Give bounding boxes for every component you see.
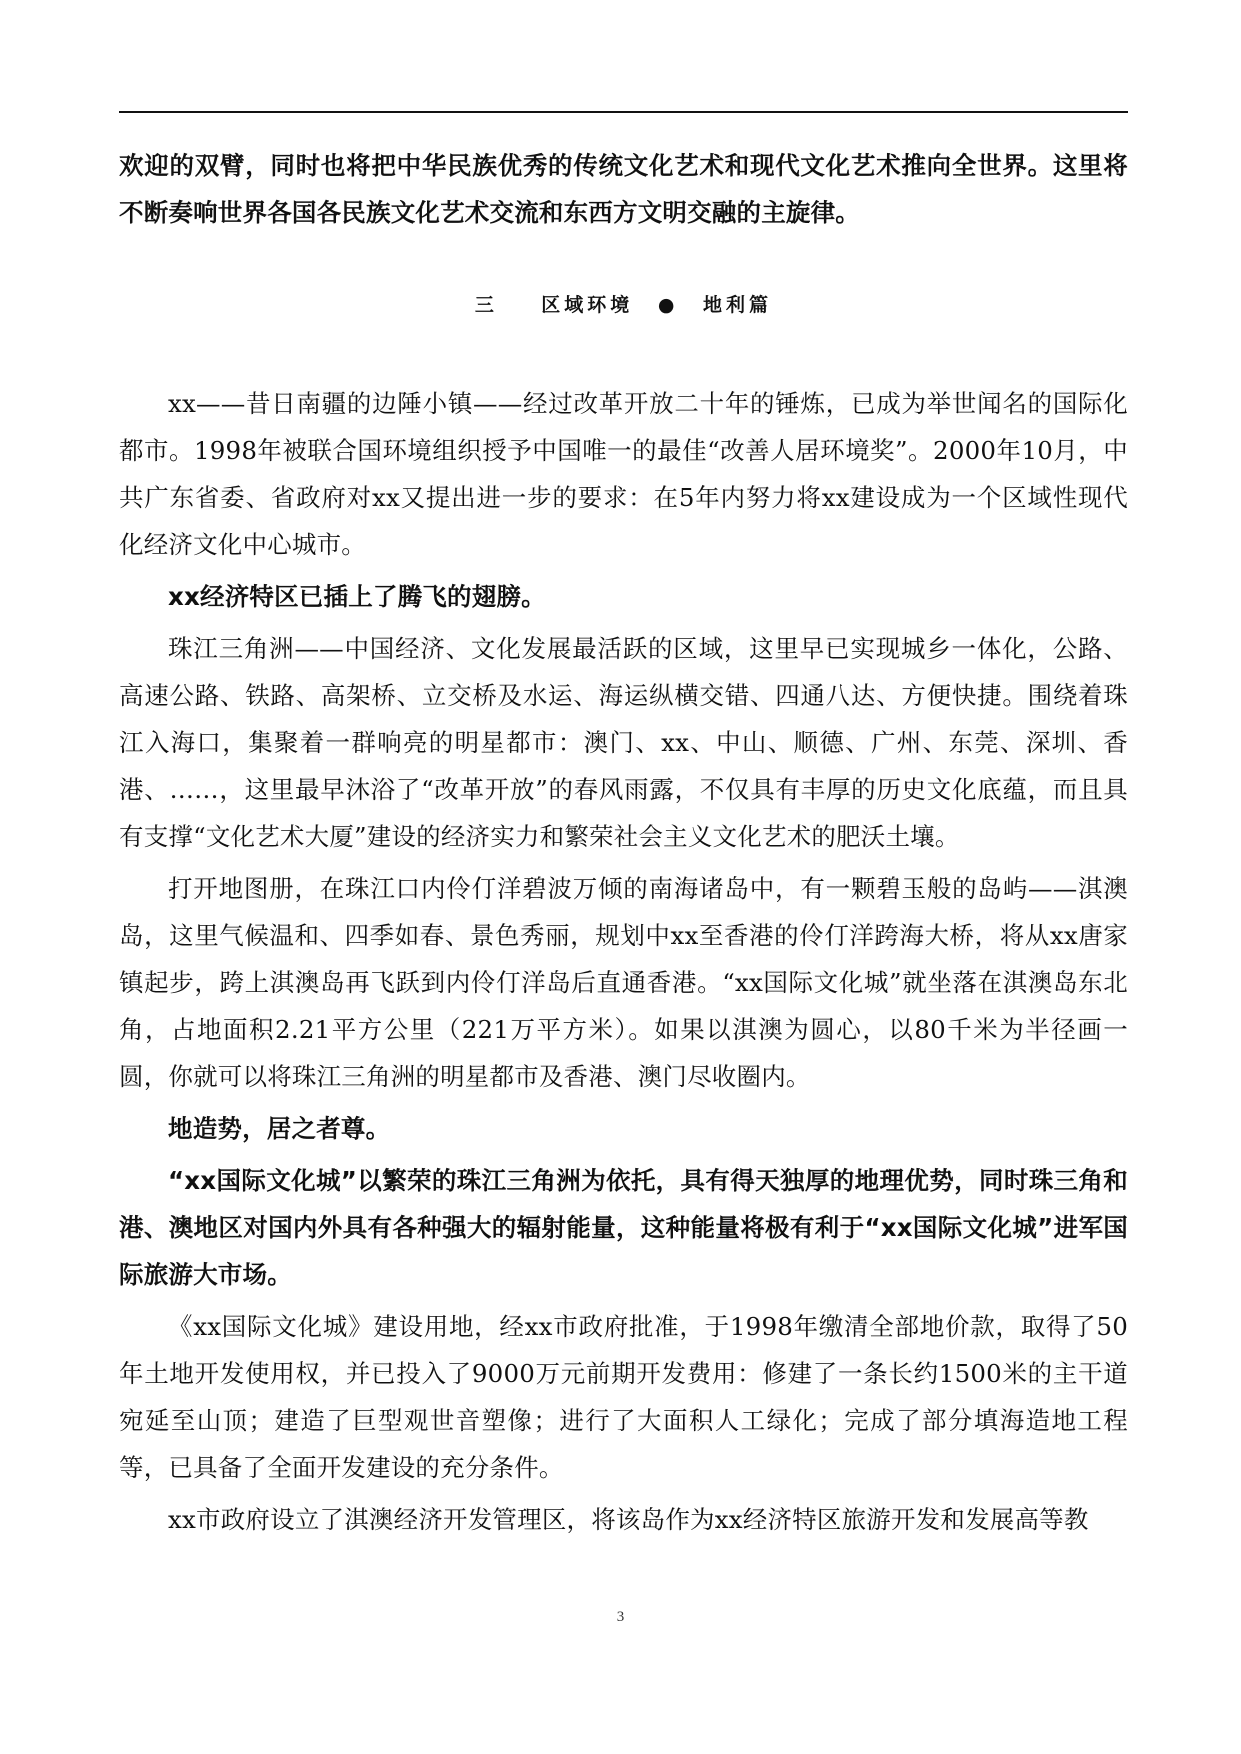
bullet-separator: ● [657,294,679,316]
section-title: 区域环境 [541,294,634,316]
section-subtitle: 地利篇 [703,294,773,316]
section-number: 三 [474,294,498,316]
page-number: 3 [616,1609,625,1625]
paragraph-pearl-river-delta: 珠江三角洲——中国经济、文化发展最活跃的区域，这里早已实现城乡一体化，公路、高速公路、铁路、高架桥、立交桥及水运、海运纵横交错、四通八达、方便快捷。围绕着珠江入海口，集聚着一群响亮的明星都市：澳门、xx、中山、顺德、广州、东莞、深圳、香港、……，这里最早沐浴了“改革开放”的春风雨露，不仅具有丰厚的历史文化底蕴，而且具有支撑“文化艺术大厦”建设的经济实力和繁荣社会主义文化艺术的肥沃土壤。 [119,634,1128,851]
page-body [119,142,1128,1543]
paragraph-sez-wings: xx经济特区已插上了腾飞的翅膀。 [168,582,546,611]
paragraph-motto: 地造势，居之者尊。 [168,1114,391,1143]
paragraph-qiao-island: 打开地图册，在珠江口内伶仃洋碧波万倾的南海诸岛中，有一颗碧玉般的岛屿——淇澳岛，这里气候温和、四季如春、景色秀丽，规划中xx至香港的伶仃洋跨海大桥，将从xx唐家镇起步，跨上淇澳岛再飞跃到内伶仃洋岛后直通香港。“xx国际文化城”就坐落在淇澳岛东北角，占地面积2.21平方公里（221万平方米）。如果以淇澳为圆心，以80千米为半径画一圆，你就可以将珠江三角洲的明星都市及香港、澳门尽收圈内。 [119,874,1128,1091]
paragraph-city-intro: xx——昔日南疆的边陲小镇——经过改革开放二十年的锤炼，已成为举世闻名的国际化都市。1998年被联合国环境组织授予中国唯一的最佳“改善人居环境奖”。2000年10月，中共广东省委、省政府对xx又提出进一步的要求：在5年内努力将xx建设成为一个区域性现代化经济文化中心城市。 [119,389,1128,559]
paragraph-geographic-advantage: “xx国际文化城”以繁荣的珠江三角洲为依托，具有得天独厚的地理优势，同时珠三角和港、澳地区对国内外具有各种强大的辐射能量，这种能量将极有利于“xx国际文化城”进军国际旅游大市场。 [119,1166,1128,1289]
header-rule [119,111,1128,113]
paragraph-land-use: 《xx国际文化城》建设用地，经xx市政府批准，于1998年缴清全部地价款，取得了50年土地开发使用权，并已投入了9000万元前期开发费用：修建了一条长约1500米的主干道宛延至山顶；建造了巨型观世音塑像；进行了大面积人工绿化；完成了部分填海造地工程等，已具备了全面开发建设的充分条件。 [119,1312,1128,1482]
section-heading [119,290,1128,320]
paragraph-continued: 欢迎的双臂，同时也将把中华民族优秀的传统文化艺术和现代文化艺术推向全世界。这里将不断奏响世界各国各民族文化艺术交流和东西方文明交融的主旋律。 [119,151,1128,227]
paragraph-management-zone: xx市政府设立了淇澳经济开发管理区，将该岛作为xx经济特区旅游开发和发展高等教 [168,1505,1089,1534]
